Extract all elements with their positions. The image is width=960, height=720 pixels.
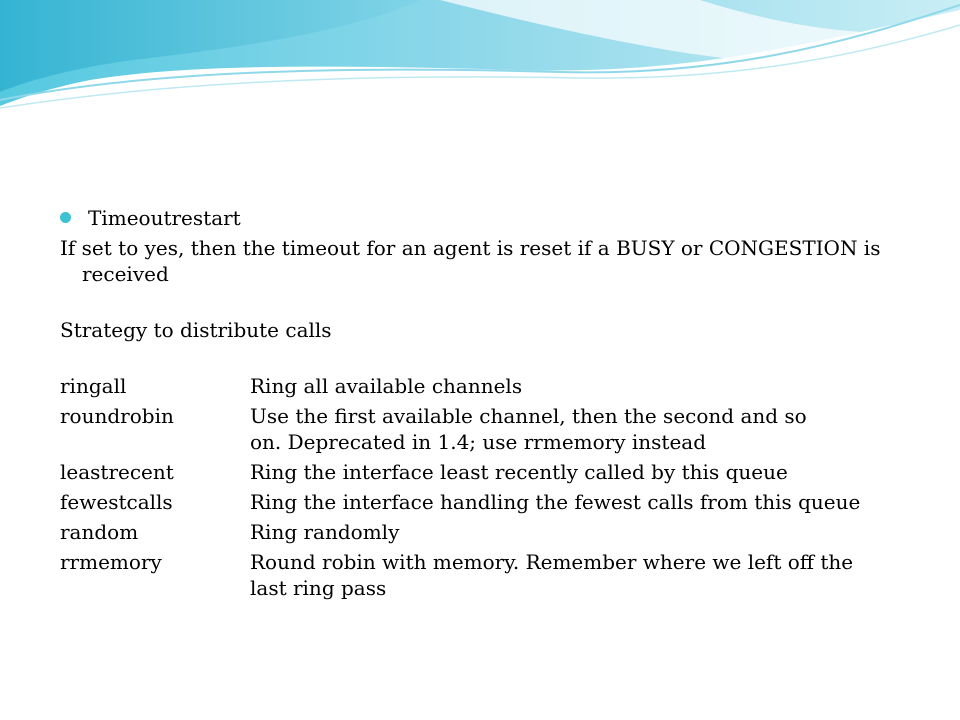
bullet-item (60, 205, 920, 231)
strategy-heading: Strategy to distribute calls (60, 318, 332, 342)
strategy-name: fewestcalls (60, 490, 173, 514)
strategy-row (60, 373, 860, 403)
strategy-description: Ring randomly (250, 520, 400, 544)
strategy-name: rrmemory (60, 550, 162, 574)
strategy-description: Round robin with memory. Remember where we left off the last ring pass (250, 550, 854, 600)
strategy-row (60, 403, 860, 459)
bullet-dot-icon (60, 212, 71, 223)
strategy-description: Ring all available channels (250, 374, 523, 398)
strategy-row (60, 459, 860, 489)
header-wave-decoration (0, 0, 960, 120)
strategy-row (60, 519, 860, 549)
strategy-description: Ring the interface handling the fewest calls from this queue (250, 490, 861, 514)
slide-content (60, 205, 920, 605)
timeout-description: If set to yes, then the timeout for an agent is reset if a BUSY or CONGESTION is received (60, 236, 881, 286)
strategy-name: leastrecent (60, 460, 174, 484)
bullet-text: Timeoutrestart (88, 206, 241, 230)
strategy-table (60, 373, 860, 605)
strategy-name: ringall (60, 374, 127, 398)
strategy-description: Use the first available channel, then the second and so on. Deprecated in 1.4; use rrmemory instead (250, 404, 807, 454)
strategy-row (60, 549, 860, 605)
strategy-row (60, 489, 860, 519)
strategy-description: Ring the interface least recently called by this queue (250, 460, 788, 484)
strategy-name: random (60, 520, 139, 544)
strategy-name: roundrobin (60, 404, 174, 428)
